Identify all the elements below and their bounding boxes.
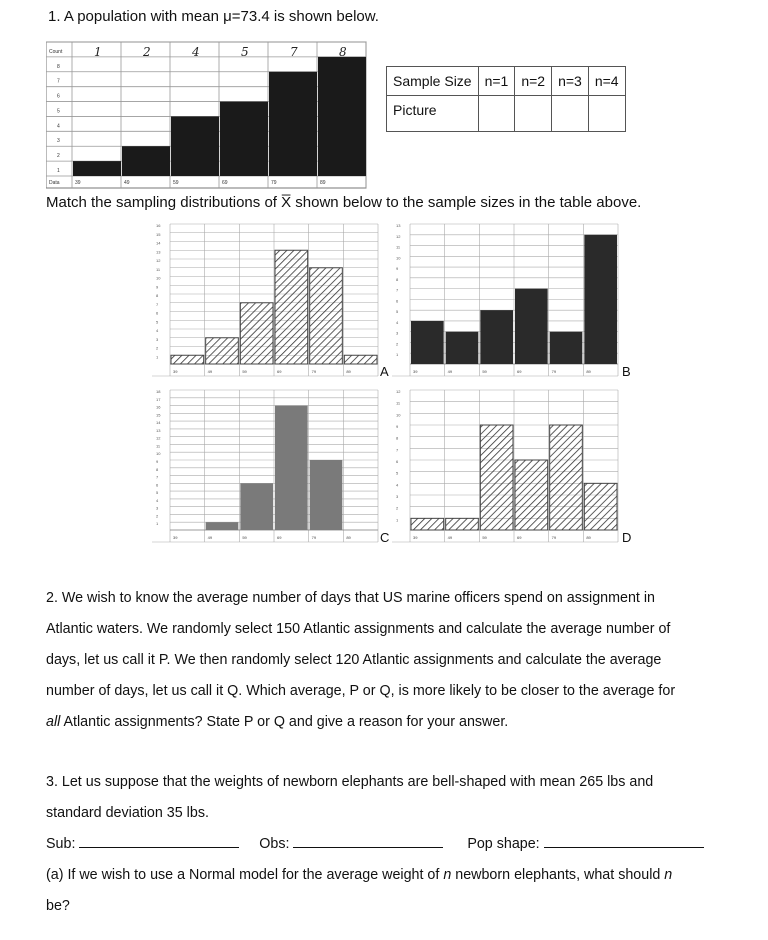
y-tick-label: 5 (396, 309, 399, 315)
sampling-bar (275, 250, 308, 364)
x-tick-label: 89 (320, 180, 326, 186)
x-tick-label: 39 (413, 535, 418, 540)
y-tick-label: 7 (156, 301, 159, 307)
y-tick-label: 11 (396, 400, 401, 406)
x-tick-label: 69 (277, 535, 282, 540)
match-instruction: Match the sampling distributions of X̅ shown below to the sample sizes in the table above. (46, 194, 642, 211)
y-tick-label: 10 (156, 275, 161, 281)
pop-shape-blank[interactable] (544, 835, 704, 848)
answer-cell-n2[interactable] (515, 96, 552, 132)
q3-blanks-row (46, 829, 736, 860)
sampling-bar (584, 235, 617, 364)
chart-label-c: C (380, 530, 390, 545)
x-tick-label: 49 (447, 535, 453, 540)
y-tick-label: 4 (396, 482, 399, 488)
x-tick-label: 79 (311, 535, 317, 540)
x-tick-label: 69 (222, 180, 228, 186)
x-tick-label: 59 (242, 369, 247, 374)
pop-shape-label: Pop shape: (467, 836, 540, 852)
y-tick-label: 13 (156, 427, 161, 433)
q3-part-a-cont: be? (46, 898, 70, 914)
y-tick-label: 1 (57, 168, 60, 174)
sample-size-table (386, 66, 626, 132)
y-tick-label: 7 (156, 474, 159, 480)
population-bar (122, 146, 170, 176)
sampling-bar (206, 522, 239, 530)
answer-cell-n3[interactable] (552, 96, 589, 132)
y-tick-label: 4 (156, 328, 159, 333)
x-tick-label: 69 (517, 535, 522, 540)
y-tick-label: 10 (156, 451, 161, 457)
chart-label-b: B (622, 364, 631, 379)
y-tick-label: 12 (156, 258, 161, 263)
population-bar (73, 161, 121, 176)
answer-cell-n4[interactable] (588, 96, 625, 132)
x-tick-label: 69 (517, 369, 522, 374)
y-tick-label: 9 (156, 284, 159, 290)
x-tick-label: 39 (173, 369, 178, 374)
x-tick-label: 69 (277, 369, 282, 374)
y-tick-label: 3 (396, 330, 399, 336)
y-tick-label: 5 (156, 490, 159, 496)
x-tick-label: 49 (447, 369, 453, 374)
y-tick-label: 5 (396, 470, 399, 476)
sampling-bar (206, 338, 239, 364)
y-tick-label: 1 (396, 517, 399, 523)
sampling-bar (550, 332, 583, 364)
q2-line: days, let us call it P. We then randomly select 120 Atlantic assignments and calculate the average (46, 652, 662, 668)
sampling-bar (344, 355, 377, 364)
sub-label: Sub: (46, 836, 76, 852)
sampling-bar (515, 289, 548, 364)
y-tick-label: 3 (396, 494, 399, 499)
x-tick-label: 59 (482, 535, 487, 540)
table-row-label: Picture (387, 96, 479, 132)
y-tick-label: 4 (156, 497, 159, 503)
y-tick-label: 4 (57, 123, 60, 130)
sampling-bar (240, 303, 273, 364)
sampling-bar (550, 425, 583, 530)
q2-line: number of days, let us call it Q. Which average, P or Q, is more likely to be closer to the average for (46, 683, 676, 699)
x-tick-label: 79 (551, 535, 557, 540)
y-tick-label: 2 (396, 341, 399, 347)
table-header-cell: n=2 (515, 67, 552, 96)
y-tick-label: 5 (156, 319, 159, 325)
sampling-chart-b (392, 222, 620, 378)
sampling-bar (310, 268, 343, 364)
handwritten-count: 1 (94, 44, 102, 59)
sampling-bar (310, 460, 343, 530)
x-tick-label: 89 (586, 535, 591, 540)
y-tick-label: 15 (156, 412, 161, 418)
population-chart (46, 40, 368, 190)
population-bar (318, 57, 366, 176)
sub-blank[interactable] (79, 835, 239, 848)
y-tick-label: 6 (396, 459, 399, 464)
x-tick-label: 39 (75, 180, 81, 186)
data-axis-header: Data (49, 180, 60, 186)
x-tick-label: 49 (207, 369, 213, 374)
y-tick-label: 9 (396, 424, 399, 429)
y-tick-label: 5 (57, 108, 60, 115)
y-tick-label: 7 (396, 287, 399, 293)
y-tick-label: 9 (396, 266, 399, 272)
question-2 (46, 583, 736, 738)
x-tick-label: 49 (124, 180, 130, 186)
sampling-bar (584, 483, 617, 530)
sampling-chart-d (392, 388, 620, 544)
population-bar (269, 72, 317, 176)
q3-line: standard deviation 35 lbs. (46, 805, 209, 821)
table-header-cell: n=4 (588, 67, 625, 96)
x-tick-label: 89 (346, 535, 351, 540)
y-tick-label: 6 (57, 93, 60, 100)
y-tick-label: 1 (396, 352, 399, 358)
sampling-bar (171, 355, 204, 364)
y-tick-label: 2 (57, 153, 60, 160)
handwritten-count: 5 (241, 44, 249, 59)
q3-part-a: (a) If we wish to use a Normal model for the average weight of n newborn elephants, what should n (46, 867, 673, 883)
sampling-bar (411, 321, 444, 364)
y-tick-label: 8 (396, 435, 399, 441)
population-bar (171, 116, 219, 176)
sampling-chart-a (152, 222, 380, 378)
y-tick-label: 10 (396, 412, 401, 418)
chart-label-a: A (380, 364, 389, 379)
y-tick-label: 8 (156, 293, 159, 298)
answer-cell-n1[interactable] (478, 96, 515, 132)
sampling-bar (275, 406, 308, 530)
y-tick-label: 7 (396, 447, 399, 453)
question-3 (46, 767, 736, 922)
y-tick-label: 4 (396, 319, 399, 325)
y-tick-label: 3 (57, 138, 60, 145)
table-header-cell: Sample Size (387, 67, 479, 96)
y-tick-label: 8 (156, 466, 159, 472)
y-tick-label: 8 (396, 276, 399, 282)
y-tick-label: 12 (396, 233, 401, 239)
x-tick-label: 49 (207, 535, 213, 540)
x-tick-label: 89 (586, 369, 591, 374)
y-tick-label: 6 (396, 298, 399, 304)
y-tick-label: 14 (156, 420, 161, 426)
y-tick-label: 16 (156, 223, 161, 228)
sampling-chart-c (152, 388, 380, 544)
y-tick-label: 11 (156, 266, 161, 272)
q2-line: 2. We wish to know the average number of days that US marine officers spend on assignment in (46, 590, 655, 606)
table-header-cell: n=1 (478, 67, 515, 96)
x-tick-label: 59 (242, 535, 247, 540)
y-tick-label: 2 (396, 505, 399, 511)
x-tick-label: 39 (413, 369, 418, 374)
sampling-bar (411, 518, 444, 530)
handwritten-count: 2 (143, 44, 151, 59)
x-tick-label: 79 (551, 369, 557, 374)
x-tick-label: 59 (482, 369, 487, 374)
obs-blank[interactable] (293, 835, 443, 848)
y-tick-label: 15 (156, 231, 161, 237)
y-tick-label: 16 (156, 404, 161, 410)
y-tick-label: 1 (156, 521, 159, 527)
handwritten-count: 4 (192, 44, 200, 59)
x-tick-label: 59 (173, 180, 179, 186)
y-tick-label: 6 (156, 482, 159, 488)
sampling-bar (480, 310, 513, 364)
y-tick-label: 2 (156, 345, 159, 351)
question-1-title: 1. A population with mean μ=73.4 is shown below. (48, 8, 379, 25)
y-tick-label: 7 (57, 78, 60, 85)
q2-line: Atlantic waters. We randomly select 150 Atlantic assignments and calculate the average number of (46, 621, 671, 637)
table-header-cell: n=3 (552, 67, 589, 96)
chart-label-d: D (622, 530, 632, 545)
y-tick-label: 3 (156, 505, 159, 511)
x-tick-label: 79 (311, 369, 317, 374)
y-tick-label: 9 (156, 459, 159, 464)
y-tick-label: 17 (156, 396, 161, 402)
q2-line: all Atlantic assignments? State P or Q and give a reason for your answer. (46, 714, 509, 730)
y-tick-label: 3 (156, 336, 159, 342)
x-tick-label: 89 (346, 369, 351, 374)
population-bar (220, 102, 268, 176)
y-tick-label: 12 (396, 389, 401, 394)
sampling-bar (446, 518, 479, 530)
sampling-bar (446, 332, 479, 364)
y-tick-label: 13 (396, 223, 401, 228)
y-tick-label: 18 (156, 389, 161, 394)
y-tick-label: 13 (156, 249, 161, 255)
y-tick-label: 11 (156, 443, 161, 449)
y-tick-label: 1 (156, 354, 159, 360)
y-tick-label: 14 (156, 240, 161, 246)
y-tick-label: 10 (396, 255, 401, 261)
obs-label: Obs: (259, 836, 290, 852)
sampling-bar (480, 425, 513, 530)
x-tick-label: 39 (173, 535, 178, 540)
y-tick-label: 11 (396, 244, 401, 250)
y-tick-label: 6 (156, 310, 159, 316)
y-tick-label: 12 (156, 435, 161, 441)
y-tick-label: 8 (57, 63, 60, 70)
handwritten-count: 8 (339, 44, 347, 59)
y-tick-label: 2 (156, 513, 159, 519)
sampling-bar (240, 483, 273, 530)
x-tick-label: 79 (271, 180, 277, 186)
count-axis-header: Count (49, 48, 63, 55)
handwritten-count: 7 (290, 44, 298, 59)
q3-line: 3. Let us suppose that the weights of newborn elephants are bell-shaped with mean 265 lbs and (46, 774, 654, 790)
sampling-bar (515, 460, 548, 530)
